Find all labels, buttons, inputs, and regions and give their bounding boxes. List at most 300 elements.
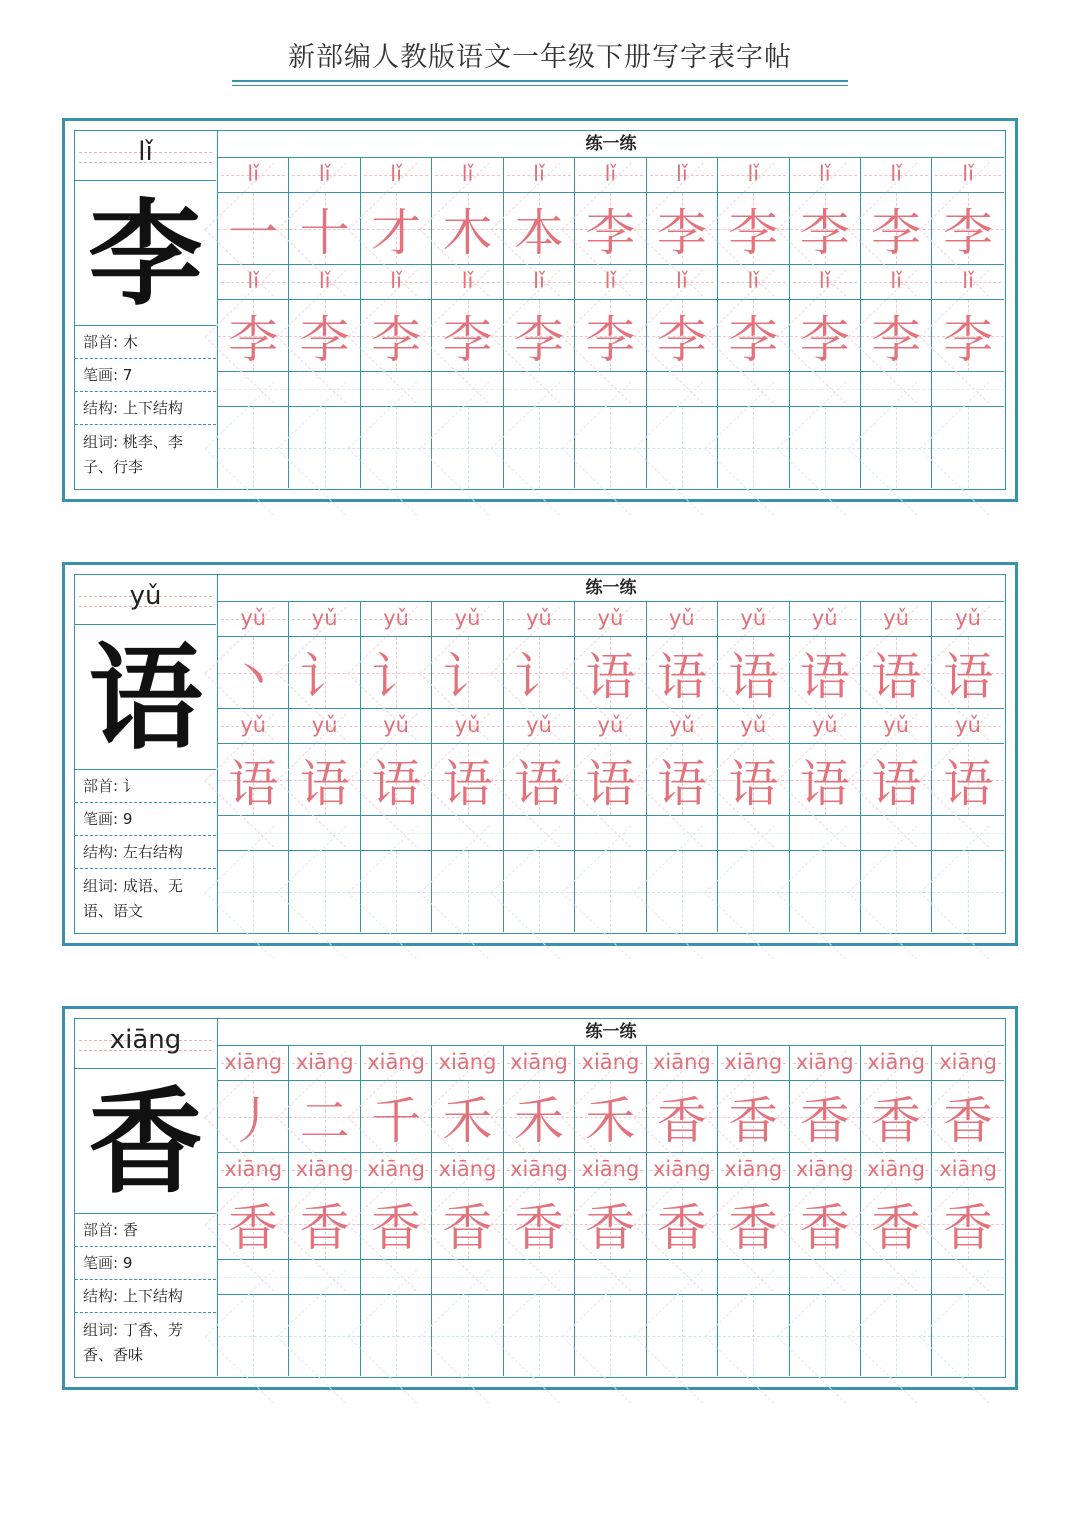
grid-guide-line: [753, 851, 754, 932]
main-pinyin: xiāng: [109, 1025, 182, 1055]
character-info-panel: [75, 575, 218, 932]
practice-cell[interactable]: [647, 851, 718, 932]
pinyin-cell: [361, 1046, 432, 1081]
pinyin-text: lǐ: [247, 162, 260, 186]
trace-character: 香: [442, 1198, 493, 1257]
pinyin-text: lǐ: [461, 162, 474, 186]
grid-guide-line: [968, 407, 969, 488]
pinyin-cell: [432, 1046, 503, 1081]
trace-character: 香: [728, 1091, 779, 1150]
practice-cell: [647, 1188, 718, 1260]
main-character-box: [75, 181, 216, 326]
pinyin-text: xiāng: [438, 1050, 497, 1074]
grid-guide-line: [361, 1277, 431, 1278]
pinyin-text: yǔ: [883, 606, 910, 630]
pinyin-text: xiāng: [652, 1050, 711, 1074]
grid-guide-line: [647, 1277, 717, 1278]
pinyin-text: yǔ: [668, 606, 695, 630]
grid-guide-line: [753, 1295, 754, 1376]
trace-character: 李: [442, 310, 493, 369]
grid-guide-line: [968, 1295, 969, 1376]
practice-cell[interactable]: [289, 851, 360, 932]
practice-cell[interactable]: [432, 851, 503, 932]
info-words: [75, 428, 216, 486]
pinyin-text: xiāng: [939, 1050, 997, 1074]
pinyin-cell: [504, 265, 575, 300]
tracing-row: [218, 300, 1004, 372]
practice-cell: [504, 300, 575, 372]
trace-character: 李: [656, 203, 707, 262]
grid-guide-line: [504, 389, 574, 390]
info-value: 上下结构: [122, 399, 183, 417]
info-value: 左右结构: [122, 843, 183, 861]
trace-character: 香: [656, 1198, 707, 1257]
pinyin-cell: [718, 1153, 789, 1188]
practice-cell[interactable]: [504, 1295, 575, 1376]
pinyin-cell: [504, 1046, 575, 1081]
pinyin-cell: [647, 158, 718, 193]
pinyin-text: yǔ: [383, 713, 409, 737]
pinyin-text: xiāng: [867, 1050, 926, 1074]
grid-guide-line: [432, 389, 502, 390]
pinyin-text: lǐ: [604, 269, 617, 293]
pinyin-text: yǔ: [240, 606, 267, 630]
trace-character: 香: [871, 1091, 922, 1150]
pinyin-cell: [575, 1046, 646, 1081]
grid-guide-line: [825, 1295, 826, 1376]
card-inner-frame: [74, 574, 1006, 934]
page-title: 新部编人教版语文一年级下册写字表字帖: [288, 42, 792, 73]
grid-guide-line: [932, 1277, 1003, 1278]
info-value: 香: [122, 1221, 138, 1239]
pinyin-cell: [218, 158, 289, 193]
grid-guide-line: [718, 833, 788, 834]
pinyin-text: yǔ: [955, 713, 981, 737]
tracing-row: [218, 744, 1004, 816]
practice-grid: [218, 575, 1004, 932]
grid-guide-line: [432, 833, 502, 834]
info-label: 部首:: [83, 777, 119, 795]
grid-guide-line: [718, 1277, 788, 1278]
grid-guide-line: [861, 1277, 931, 1278]
pinyin-text: lǐ: [604, 162, 617, 186]
pinyin-text: yǔ: [811, 606, 838, 630]
pinyin-cell: [432, 265, 503, 300]
grid-guide-line: [647, 389, 717, 390]
practice-cell: [790, 1081, 861, 1153]
pinyin-cell: [647, 1153, 718, 1188]
grid-guide-line: [504, 1277, 574, 1278]
pinyin-text: yǔ: [668, 713, 695, 737]
pinyin-cell: [932, 1046, 1003, 1081]
trace-character: 语: [656, 647, 707, 706]
info-label: 笔画:: [83, 366, 119, 384]
practice-cell: [361, 744, 432, 816]
practice-cell[interactable]: [932, 1295, 1003, 1376]
pinyin-text: lǐ: [318, 269, 331, 293]
trace-character: 才: [371, 203, 422, 262]
practice-cell[interactable]: [790, 851, 861, 932]
practice-cell: [932, 1188, 1003, 1260]
pinyin-cell: [289, 602, 360, 637]
pinyin-cell: [432, 602, 503, 637]
pinyin-text: yǔ: [597, 713, 624, 737]
practice-cell: [432, 193, 503, 265]
trace-character: 香: [656, 1091, 707, 1150]
character-info-panel: [75, 1019, 218, 1376]
grid-guide-line: [896, 407, 897, 488]
info-label: 部首:: [83, 1221, 119, 1239]
pinyin-row: [218, 1153, 1004, 1188]
pinyin-cell: [575, 265, 646, 300]
practice-cell: [575, 300, 646, 372]
grid-guide-line: [682, 407, 683, 488]
grid-guide-line: [682, 1295, 683, 1376]
practice-cell: [932, 193, 1003, 265]
pinyin-text: yǔ: [811, 713, 838, 737]
pinyin-text: xiāng: [795, 1050, 854, 1074]
trace-character: 李: [585, 203, 636, 262]
info-value: 讠: [122, 777, 138, 795]
practice-cell: [218, 300, 289, 372]
pinyin-cell: [790, 602, 861, 637]
empty-practice-row: [218, 407, 1004, 488]
pinyin-text: xiāng: [367, 1050, 425, 1074]
info-radical: [75, 1214, 216, 1247]
trace-character: 李: [799, 203, 850, 262]
pinyin-cell: [861, 709, 932, 744]
card-inner-frame: [74, 130, 1006, 490]
pinyin-row: [218, 709, 1004, 744]
trace-character: 李: [871, 203, 922, 262]
pinyin-cell: [361, 1153, 432, 1188]
pinyin-text: lǐ: [247, 269, 260, 293]
pinyin-cell: [504, 709, 575, 744]
pinyin-text: lǐ: [318, 162, 331, 186]
pinyin-box: [75, 1019, 216, 1069]
pinyin-text: xiāng: [795, 1157, 854, 1181]
pinyin-text: lǐ: [962, 269, 974, 293]
pinyin-text: xiāng: [510, 1050, 568, 1074]
pinyin-text: xiāng: [724, 1050, 783, 1074]
practice-cell: [575, 1081, 646, 1153]
pinyin-text: yǔ: [383, 606, 409, 630]
pinyin-cell: [289, 709, 360, 744]
pinyin-cell: [647, 709, 718, 744]
pinyin-cell: [932, 709, 1003, 744]
info-strokes: [75, 803, 216, 836]
pinyin-cell: [361, 602, 432, 637]
pinyin-text: lǐ: [461, 269, 474, 293]
pinyin-cell: [861, 602, 932, 637]
grid-guide-line: [610, 1295, 611, 1376]
practice-cell: [647, 193, 718, 265]
trace-character: 香: [799, 1198, 850, 1257]
pinyin-text: lǐ: [676, 162, 688, 186]
grid-guide-line: [504, 833, 574, 834]
info-structure: [75, 392, 216, 425]
grid-guide-line: [753, 407, 754, 488]
trace-character: 语: [728, 754, 779, 813]
info-structure: [75, 836, 216, 869]
grid-guide-line: [610, 407, 611, 488]
pinyin-cell: [790, 1046, 861, 1081]
grid-guide-line: [253, 851, 254, 932]
practice-cell: [432, 300, 503, 372]
practice-cell: [861, 637, 932, 709]
practice-cell: [647, 300, 718, 372]
info-label: 结构:: [83, 399, 119, 417]
trace-character: 李: [513, 310, 564, 369]
character-card: [62, 1006, 1018, 1390]
trace-character: 语: [871, 754, 922, 813]
practice-cell: [718, 1081, 789, 1153]
practice-cell[interactable]: [932, 851, 1003, 932]
practice-cell: [218, 193, 289, 265]
practice-cell: [932, 1081, 1003, 1153]
practice-header: 练一练: [218, 575, 1004, 602]
grid-guide-line: [861, 389, 931, 390]
pinyin-cell: [932, 158, 1003, 193]
practice-cell: [647, 1081, 718, 1153]
grid-guide-line: [539, 407, 540, 488]
practice-cell: [932, 300, 1003, 372]
pinyin-cell: [289, 265, 360, 300]
info-radical: [75, 326, 216, 359]
practice-cell[interactable]: [504, 407, 575, 488]
trace-character: 香: [871, 1198, 922, 1257]
grid-guide-line: [468, 1295, 469, 1376]
practice-cell: [218, 637, 289, 709]
practice-cell[interactable]: [289, 1295, 360, 1376]
practice-cell[interactable]: [647, 407, 718, 488]
character-card: [62, 118, 1018, 502]
grid-guide-line: [218, 833, 288, 834]
practice-cell[interactable]: [432, 407, 503, 488]
practice-cell[interactable]: [432, 1295, 503, 1376]
practice-cell: [432, 1081, 503, 1153]
practice-cell: [504, 1188, 575, 1260]
trace-character: 李: [871, 310, 922, 369]
pinyin-cell: [861, 1046, 932, 1081]
pinyin-cell: [218, 1046, 289, 1081]
grid-guide-line: [468, 851, 469, 932]
pinyin-text: lǐ: [890, 162, 902, 186]
trace-character: 语: [371, 754, 422, 813]
empty-practice-row: [218, 851, 1004, 932]
grid-guide-line: [361, 833, 431, 834]
info-strokes: [75, 1247, 216, 1280]
grid-guide-line: [396, 407, 397, 488]
trace-character: 语: [228, 754, 279, 813]
pinyin-row: [218, 265, 1004, 300]
trace-character: 李: [228, 310, 279, 369]
pinyin-text: yǔ: [883, 713, 910, 737]
grid-guide-line: [396, 851, 397, 932]
pinyin-cell: [504, 1153, 575, 1188]
info-value: 上下结构: [122, 1287, 183, 1305]
grid-guide-line: [825, 407, 826, 488]
tracing-row: [218, 637, 1004, 709]
info-value: 丁香、芳香、香味: [83, 1321, 183, 1364]
trace-character: 李: [728, 203, 779, 262]
pinyin-text: lǐ: [747, 162, 760, 186]
pinyin-text: xiāng: [581, 1157, 640, 1181]
trace-character: 李: [943, 203, 994, 262]
info-value: 成语、无语、语文: [83, 877, 183, 920]
character-info-panel: [75, 131, 218, 488]
practice-cell[interactable]: [647, 1295, 718, 1376]
practice-cell: [218, 744, 289, 816]
trace-character: 李: [943, 310, 994, 369]
pinyin-text: xiāng: [724, 1157, 783, 1181]
practice-cell: [647, 744, 718, 816]
grid-guide-line: [610, 851, 611, 932]
trace-character: 禾: [585, 1091, 636, 1150]
trace-character: 丿: [228, 1091, 279, 1150]
pinyin-text: xiāng: [581, 1050, 640, 1074]
pinyin-cell: [575, 602, 646, 637]
tracing-row: [218, 1081, 1004, 1153]
pinyin-text: xiāng: [939, 1157, 997, 1181]
grid-guide-line: [432, 1277, 502, 1278]
grid-guide-line: [218, 389, 288, 390]
main-character-box: [75, 625, 216, 770]
pinyin-text: yǔ: [740, 713, 767, 737]
trace-character: 李: [728, 310, 779, 369]
pinyin-box: [75, 131, 216, 181]
practice-cell: [432, 1188, 503, 1260]
pinyin-text: lǐ: [747, 269, 760, 293]
info-value: 桃李、李子、行李: [83, 433, 183, 476]
pinyin-cell: [432, 158, 503, 193]
practice-cell[interactable]: [932, 407, 1003, 488]
pinyin-text: yǔ: [454, 713, 481, 737]
pinyin-text: lǐ: [890, 269, 902, 293]
trace-character: 语: [728, 647, 779, 706]
tracing-row: [218, 193, 1004, 265]
grid-guide-line: [361, 389, 431, 390]
pinyin-cell: [218, 602, 289, 637]
practice-cell: [289, 300, 360, 372]
practice-grid: [218, 1019, 1004, 1376]
practice-cell: [647, 637, 718, 709]
practice-cell: [790, 637, 861, 709]
grid-guide-line: [539, 1295, 540, 1376]
practice-cell: [790, 1188, 861, 1260]
grid-guide-line: [896, 1295, 897, 1376]
grid-guide-line: [790, 833, 860, 834]
trace-character: 语: [585, 754, 636, 813]
info-label: 组词:: [83, 877, 119, 895]
trace-character: 讠: [371, 647, 422, 706]
trace-character: 香: [799, 1091, 850, 1150]
practice-cell[interactable]: [790, 1295, 861, 1376]
pinyin-cell: [504, 158, 575, 193]
practice-cell: [289, 193, 360, 265]
pinyin-text: yǔ: [454, 606, 481, 630]
practice-cell: [361, 193, 432, 265]
pinyin-cell: [790, 265, 861, 300]
pinyin-cell: [932, 265, 1003, 300]
pinyin-cell: [504, 602, 575, 637]
card-inner-frame: [74, 1018, 1006, 1378]
pinyin-cell: [218, 1153, 289, 1188]
pinyin-row: [218, 602, 1004, 637]
pinyin-text: xiāng: [867, 1157, 926, 1181]
info-label: 部首:: [83, 333, 119, 351]
practice-cell: [718, 637, 789, 709]
pinyin-text: lǐ: [818, 162, 831, 186]
pinyin-text: yǔ: [311, 606, 338, 630]
pinyin-cell: [861, 1153, 932, 1188]
practice-cell: [504, 193, 575, 265]
grid-guide-line: [861, 833, 931, 834]
pinyin-cell: [289, 1046, 360, 1081]
grid-guide-line: [396, 1295, 397, 1376]
pinyin-text: lǐ: [390, 162, 402, 186]
practice-cell: [575, 193, 646, 265]
practice-cell: [361, 1188, 432, 1260]
trace-character: 香: [228, 1198, 279, 1257]
trace-character: 语: [943, 647, 994, 706]
pinyin-cell: [432, 1153, 503, 1188]
trace-character: 香: [943, 1091, 994, 1150]
trace-character: 禾: [513, 1091, 564, 1150]
info-label: 笔画:: [83, 1254, 119, 1272]
title-underline: [232, 80, 848, 86]
pinyin-text: lǐ: [533, 269, 545, 293]
grid-guide-line: [718, 389, 788, 390]
pinyin-text: lǐ: [533, 162, 545, 186]
trace-character: 一: [228, 203, 279, 262]
grid-guide-line: [468, 407, 469, 488]
grid-guide-line: [896, 851, 897, 932]
practice-cell: [718, 300, 789, 372]
pinyin-cell: [432, 709, 503, 744]
trace-character: 李: [585, 310, 636, 369]
pinyin-cell: [647, 265, 718, 300]
practice-cell: [218, 1081, 289, 1153]
practice-cell[interactable]: [289, 407, 360, 488]
practice-cell: [289, 744, 360, 816]
grid-guide-line: [932, 833, 1003, 834]
pinyin-text: xiāng: [438, 1157, 497, 1181]
practice-cell: [575, 1188, 646, 1260]
pinyin-text: xiāng: [224, 1157, 283, 1181]
pinyin-text: lǐ: [962, 162, 974, 186]
trace-character: 香: [943, 1198, 994, 1257]
grid-guide-line: [575, 389, 645, 390]
info-value: 9: [122, 810, 133, 828]
practice-cell[interactable]: [504, 851, 575, 932]
practice-cell: [504, 637, 575, 709]
grid-guide-line: [932, 389, 1003, 390]
trace-character: 禾: [442, 1091, 493, 1150]
pinyin-text: yǔ: [240, 713, 267, 737]
pinyin-cell: [718, 158, 789, 193]
pinyin-row: [218, 158, 1004, 193]
practice-cell: [361, 637, 432, 709]
info-label: 结构:: [83, 1287, 119, 1305]
grid-guide-line: [289, 833, 359, 834]
practice-cell: [932, 637, 1003, 709]
grid-guide-line: [253, 1295, 254, 1376]
pinyin-text: yǔ: [740, 606, 767, 630]
practice-header: 练一练: [218, 131, 1004, 158]
main-character-box: [75, 1069, 216, 1214]
practice-cell[interactable]: [790, 407, 861, 488]
